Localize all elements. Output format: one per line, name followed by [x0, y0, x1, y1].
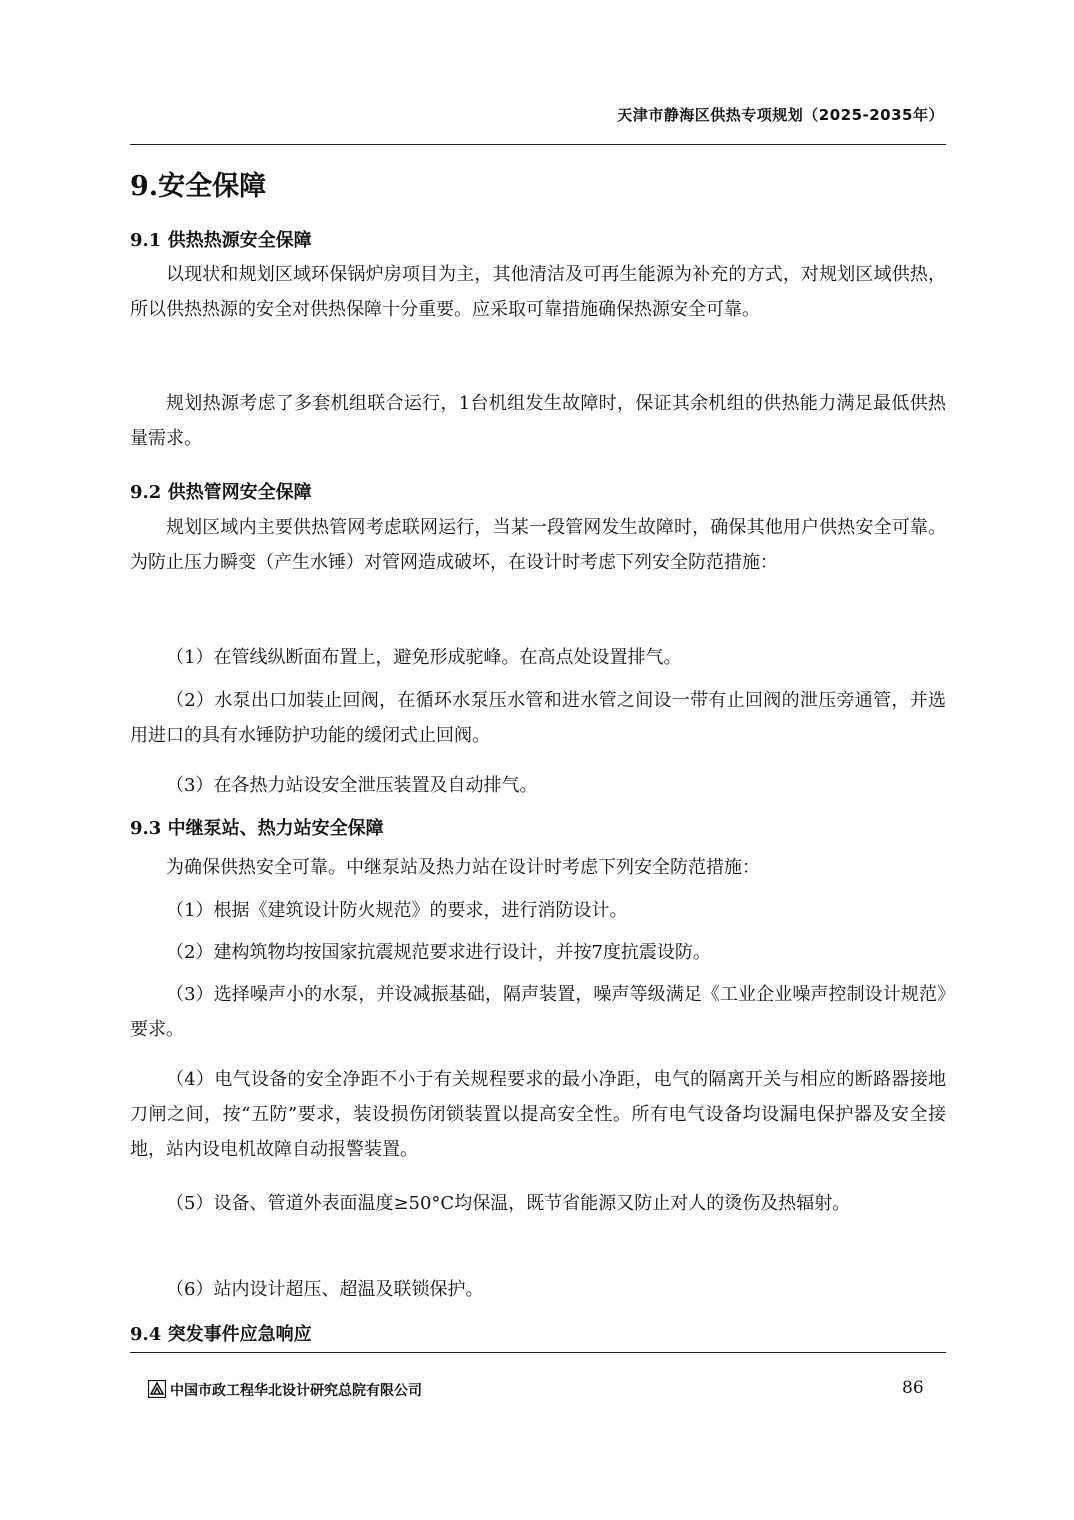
list-item: （1）在管线纵断面布置上，避免形成驼峰。在高点处设置排气。: [166, 647, 682, 668]
list-item: （2）建构筑物均按国家抗震规范要求进行设计，并按7度抗震设防。: [166, 942, 711, 963]
list-item: （6）站内设计超压、超温及联锁保护。: [166, 1279, 484, 1300]
list-item: （1）根据《建筑设计防火规范》的要求，进行消防设计。: [166, 900, 628, 921]
paragraph: 规划区域内主要供热管网考虑联网运行，当某一段管网发生故障时，确保其他用户供热安全可靠。为防止压力瞬变（产生水锤）对管网造成破坏，在设计时考虑下列安全防范措施：: [130, 517, 946, 573]
header-divider: [130, 144, 946, 145]
section-heading-9-4: 9.4 突发事件应急响应: [130, 1324, 312, 1345]
section-heading-9-2: 9.2 供热管网安全保障: [130, 482, 312, 503]
footer-divider: [130, 1352, 946, 1353]
running-header-title: 天津市静海区供热专项规划（2025-2035年）: [617, 106, 944, 124]
paragraph: 以现状和规划区域环保锅炉房项目为主，其他清洁及可再生能源为补充的方式，对规划区域供热，所以供热热源的安全对供热保障十分重要。应采取可靠措施确保热源安全可靠。: [130, 264, 946, 320]
page-number: 86: [902, 1378, 924, 1398]
section-heading-9-3: 9.3 中继泵站、热力站安全保障: [130, 818, 384, 839]
paragraph: 规划热源考虑了多套机组联合运行，1台机组发生故障时，保证其余机组的供热能力满足最低供热量需求。: [130, 393, 946, 449]
footer-organization: 中国市政工程华北设计研究总院有限公司: [170, 1383, 422, 1399]
list-item: （2）水泵出口加装止回阀，在循环水泵压水管和进水管之间设一带有止回阀的泄压旁通管，并选用进口的具有水锤防护功能的缓闭式止回阀。: [130, 690, 946, 746]
company-logo-icon: [148, 1380, 166, 1398]
list-item: （3）在各热力站设安全泄压装置及自动排气。: [166, 775, 538, 796]
paragraph: 为确保供热安全可靠。中继泵站及热力站在设计时考虑下列安全防范措施：: [166, 857, 760, 878]
section-heading-9-1: 9.1 供热热源安全保障: [130, 230, 312, 251]
list-item: （3）选择噪声小的水泵，并设减振基础，隔声装置，噪声等级满足《工业企业噪声控制设计规范》要求。: [130, 984, 946, 1040]
list-item: （4）电气设备的安全净距不小于有关规程要求的最小净距，电气的隔离开关与相应的断路器接地刀闸之间，按“五防”要求，装设损伤闭锁装置以提高安全性。所有电气设备均设漏电保护器及安全接地，站内设电机故障自动报警装置。: [130, 1069, 946, 1160]
chapter-title: 9.安全保障: [130, 171, 267, 202]
list-item: （5）设备、管道外表面温度≥50°C均保温，既节省能源又防止对人的烫伤及热辐射。: [166, 1193, 851, 1214]
